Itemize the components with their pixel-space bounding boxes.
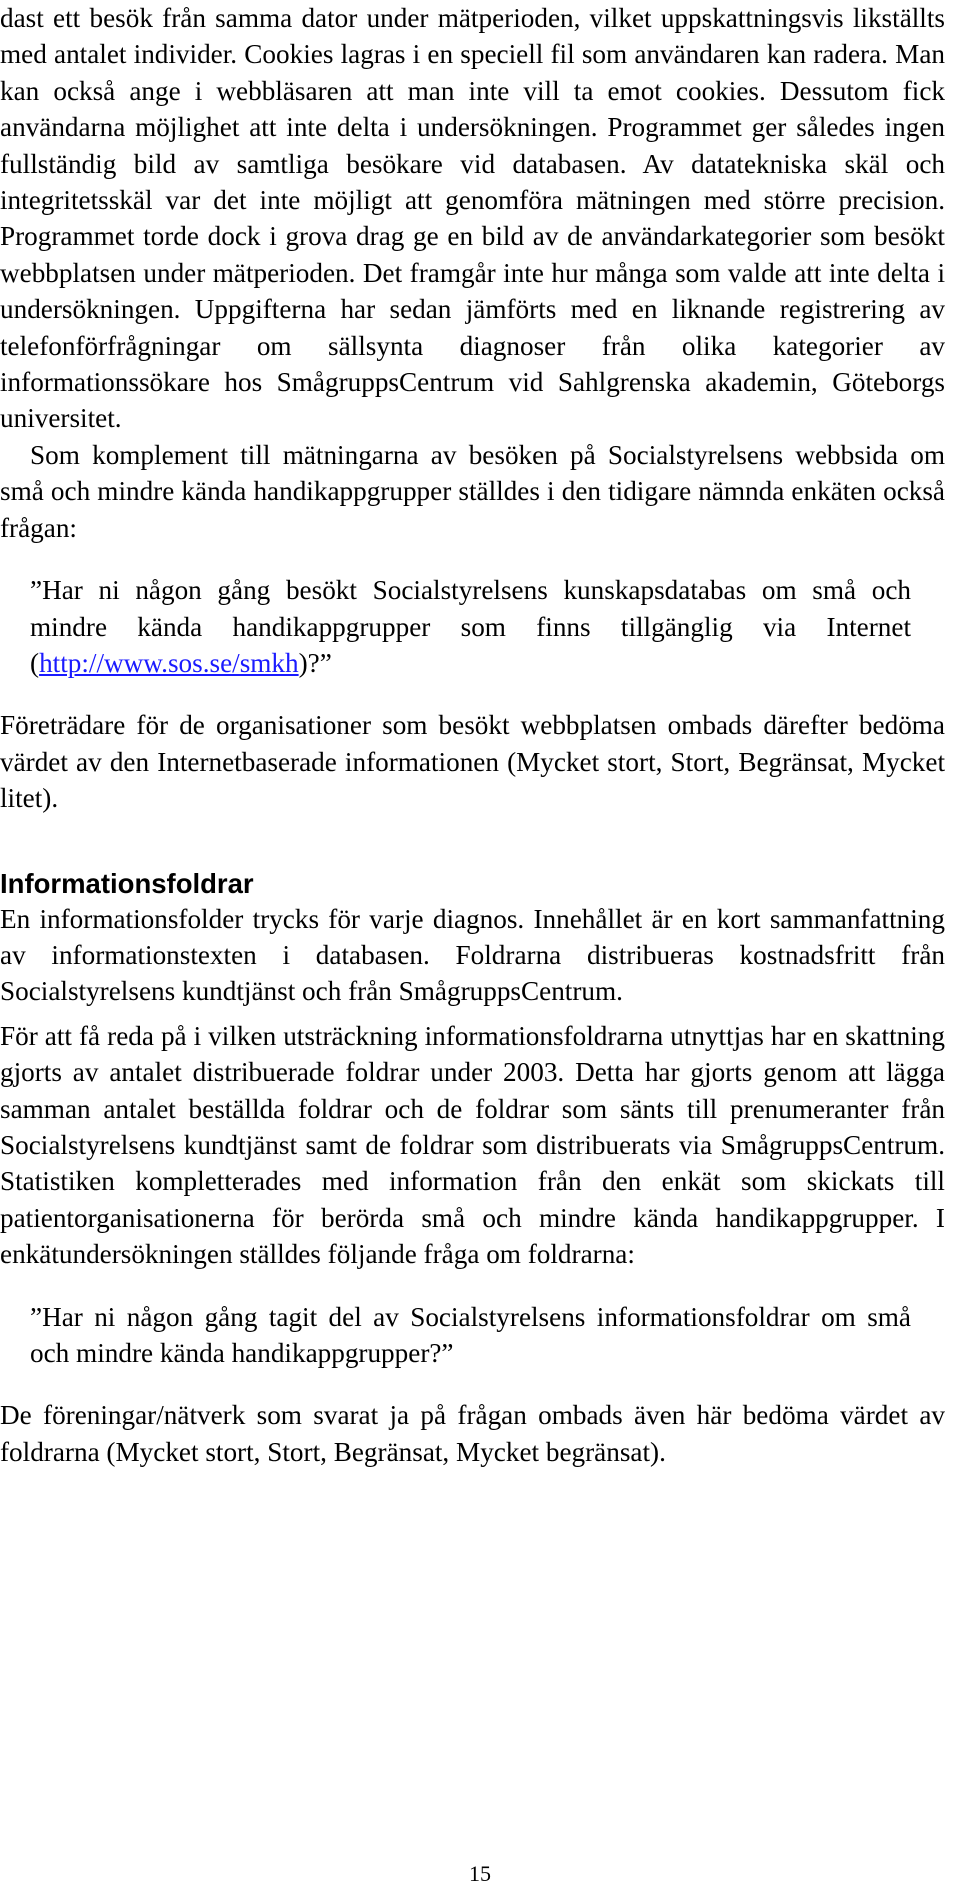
database-link[interactable]: http://www.sos.se/smkh — [39, 647, 299, 678]
spacer — [0, 1273, 945, 1299]
paragraph-folder-intro: En informationsfolder trycks för varje diagnos. Innehållet är en kort sammanfattning av informationstexten i databasen. Foldrarna distribueras kostnadsfritt från Socialstyrelsens kundtjänst och från SmågruppsCentrum. — [0, 903, 945, 1007]
paragraph-folder-distribution: För att få reda på i vilken utsträckning informationsfoldrarna utnyttjas har en skattning gjorts av antalet distribuerade foldrar under 2003. Detta har gjorts genom att lägga samman antalet beställda foldrar och de foldrar som sänts till prenumeranter från Socialstyrelsens kundtjänst samt de foldrar som distribuerats via SmågruppsCentrum. Statistiken kompletterades med information från den enkät som skickats till patientorganisationerna för berörda små och mindre kända handikappgrupper. I enkätundersökningen ställdes följande fråga om foldrarna: — [0, 1020, 945, 1270]
paragraph-folder-rating: De föreningar/nätverk som svarat ja på frågan ombads även här bedöma värdet av foldrarna (Mycket stort, Stort, Begränsat, Mycket begränsat). — [0, 1400, 945, 1467]
paragraph-website-rating: Företrädare för de organisationer som besökt webbplatsen ombads därefter bedöma värdet av den Internetbaserade informationen (Mycket stort, Stort, Begränsat, Mycket litet). — [0, 710, 945, 814]
page-number: 15 — [469, 1861, 491, 1886]
paragraph-survey-complement: Som komplement till mätningarna av besöken på Socialstyrelsens webbsida om små och mindre kända handikappgrupper ställdes i den tidigare nämnda enkäten också frågan: — [0, 439, 945, 543]
quote-database-end: )?” — [298, 647, 332, 678]
quote-database-text: ”Har ni någon gång besökt Socialstyrelsens kunskapsdatabas om små och mindre kända handikappgrupper som finns tillgänglig via Internet ( — [30, 575, 911, 678]
section-heading: Informationsfoldrar — [0, 867, 254, 899]
spacer — [0, 1010, 945, 1018]
quote-folder-question: ”Har ni någon gång tagit del av Socialstyrelsens informationsfoldrar om små och mindre kända handikappgrupper?” — [30, 1301, 911, 1368]
spacer — [0, 817, 945, 865]
spacer — [0, 681, 945, 707]
quote-database-question — [30, 572, 911, 681]
spacer — [0, 546, 945, 572]
spacer — [0, 1371, 945, 1397]
paragraph-methodology: dast ett besök från samma dator under mätperioden, vilket uppskattningsvis likställts med antalet individer. Cookies lagras i en speciell fil som användaren kan radera. Man kan också ange i webbläsaren att man inte vill ta emot cookies. Dessutom fick användarna möjlighet att inte delta i undersökningen. Programmet ger således ingen fullständig bild av samtliga besökare vid databasen. Av datatekniska skäl och integritetsskäl var det inte möjligt att genomföra mätningen med större precision. Programmet torde dock i grova drag ge en bild av de användarkategorier som besökt webbplatsen under mätperioden. Det framgår inte hur många som valde att inte delta i undersökningen. Uppgifterna har sedan jämförts med en liknande registrering av telefonförfrågningar om sällsynta diagnoser från olika kategorier av informationssökare hos SmågruppsCentrum vid Sahlgrenska akademin, Göteborgs universitet. — [0, 3, 945, 434]
